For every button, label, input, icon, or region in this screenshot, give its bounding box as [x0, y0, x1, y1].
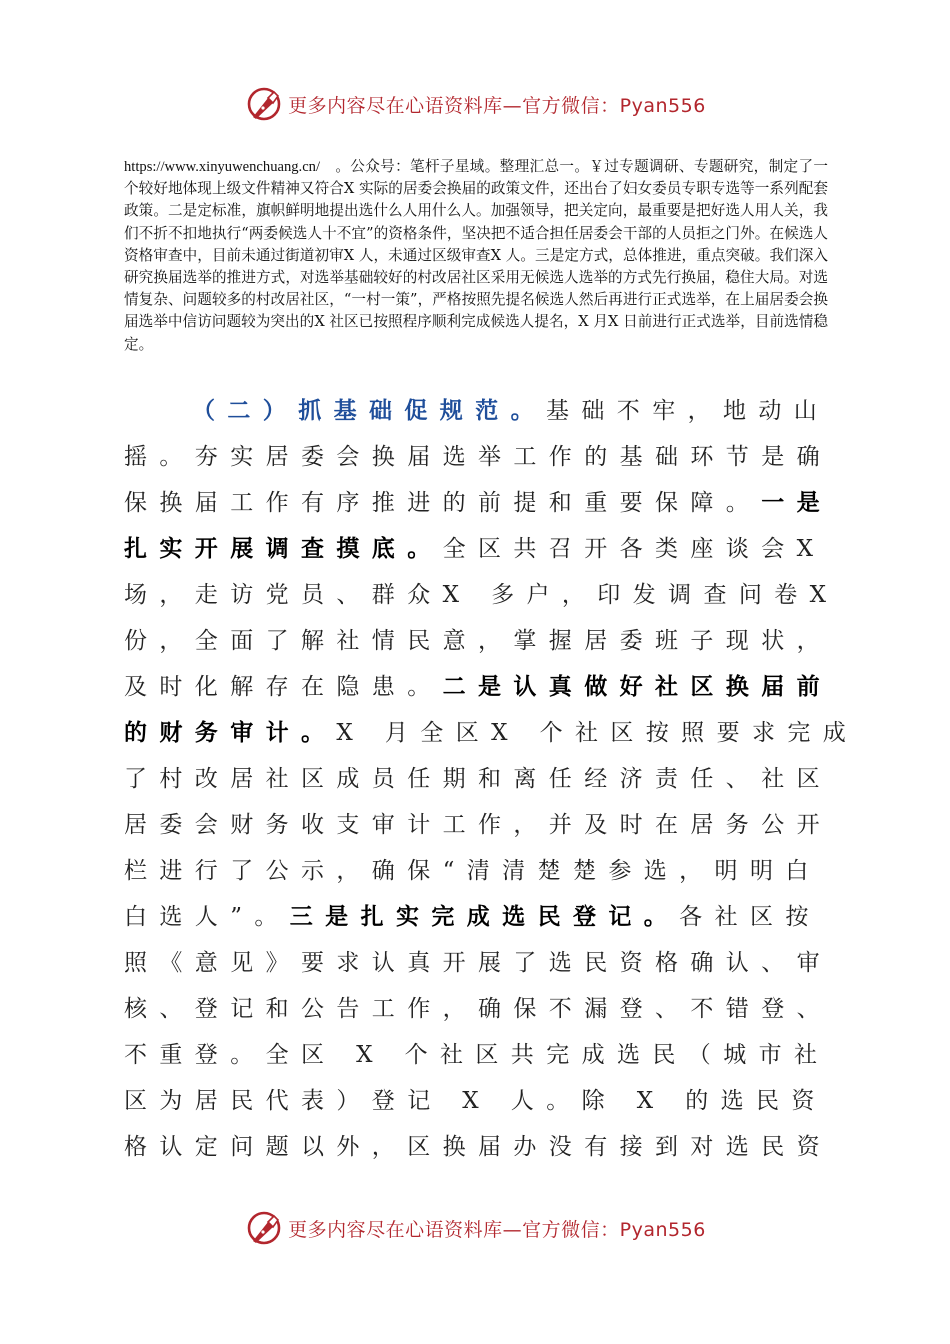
text-segment: 及时化解存在隐患。 — [124, 674, 443, 700]
text-line — [124, 848, 821, 894]
text-line — [124, 664, 833, 710]
footer-watermark — [0, 1206, 950, 1250]
text-segment: 各社区按 — [679, 904, 821, 930]
watermark-text: 更多内容尽在心语资料库—官方微信：Pyan556 — [288, 1218, 706, 1241]
text-line — [124, 388, 830, 434]
text-segment: 白选人”。 — [124, 904, 290, 930]
text-segment: 全区共召开各类座谈会X — [442, 536, 826, 562]
bold-phrase: 二是认真做好社区换届前 — [442, 673, 833, 700]
pen-nib-logo-icon — [244, 84, 284, 124]
bold-phrase: 的财务审计。 — [124, 719, 337, 746]
pen-nib-logo-icon — [244, 1208, 284, 1248]
bold-phrase: 扎实开展调查摸底。 — [124, 535, 443, 562]
text-line — [124, 756, 832, 802]
text-segment: 份，全面了解社情民意，掌握居委班子现状， — [124, 628, 832, 654]
text-segment: 核、登记和公告工作，确保不漏登、不错登、 — [124, 996, 832, 1022]
text-line — [124, 986, 832, 1032]
bold-phrase: 三是扎实完成选民登记。 — [289, 903, 680, 930]
text-segment: 场，走访党员、群众X 多户，印发调查问卷X — [124, 582, 839, 608]
text-segment: 格认定问题以外，区换届办没有接到对选民资 — [124, 1134, 832, 1160]
text-segment: 基础不牢，地动山 — [546, 398, 830, 424]
text-line — [124, 1078, 827, 1124]
intro-text: 。公众号：笔杆子星域。整理汇总一。￥过专题调研、专题研究，制定了一个较好地体现上级文件精神又符合X 实际的居委会换届的政策文件，还出台了妇女委员专职专选等一系列配套政策。二是定标准，旗帜鲜明地提出选什么人用什么人。加强领导，把关定向，最重要是把好选人用人关，我们不折不扣地执行“两委候选人十不宜”的资格条件，坚决把不适合担任居委会干部的人员拒之门外。在候选人资格审查中，目前未通过街道初审X 人，未通过区级审查X 人。三是定方式，总体推进，重点突破。我们深入研究换届选举的推进方式，对选举基础较好的村改居社区采用无候选人选举的方式先行换届，稳住大局。对选情复杂、问题较多的村改居社区，“一村一策”，严格按照先提名候选人然后再进行正式选举，在上届居委会换届选举中信访问题较为突出的X 社区已按照程序顺利完成候选人提名，X 月X 日前进行正式选举，目前选情稳定。 — [124, 158, 828, 353]
text-segment: X 月全区X 个社区按照要求完成 — [336, 720, 859, 746]
watermark-text: 更多内容尽在心语资料库—官方微信：Pyan556 — [288, 94, 706, 117]
text-segment: 摇。夯实居委会换届选举工作的基础环节是确 — [124, 444, 832, 470]
text-segment: 照《意见》要求认真开展了选民资格确认、审 — [124, 950, 832, 976]
text-segment: 了村改居社区成员任期和离任经济责任、社区 — [124, 766, 832, 792]
text-line — [124, 618, 832, 664]
text-line — [124, 894, 821, 940]
header-watermark — [0, 82, 950, 126]
text-segment: 栏进行了公示，确保“清清楚楚参选，明明白 — [124, 858, 821, 884]
source-url: https://www.xinyuwenchuang.cn/ — [124, 159, 321, 175]
text-line — [124, 572, 839, 618]
text-line — [124, 940, 832, 986]
text-segment: 区为居民代表）登记 X 人。除 X 的选民资 — [124, 1088, 827, 1114]
text-line — [124, 710, 859, 756]
intro-paragraph — [124, 156, 828, 356]
text-line — [124, 526, 826, 572]
text-line — [124, 434, 832, 480]
text-line — [124, 480, 833, 526]
text-segment: 不重登。全区 X 个社区共完成选民（城市社 — [124, 1042, 830, 1068]
bold-phrase: 一是 — [761, 489, 833, 516]
text-line — [124, 1124, 832, 1170]
text-line — [124, 802, 832, 848]
main-paragraph — [124, 388, 859, 1170]
text-segment: 保换届工作有序推进的前提和重要保障。 — [124, 490, 762, 516]
text-line — [124, 1032, 830, 1078]
section-heading: （二）抓基础促规范。 — [192, 397, 546, 424]
text-segment: 居委会财务收支审计工作，并及时在居务公开 — [124, 812, 832, 838]
